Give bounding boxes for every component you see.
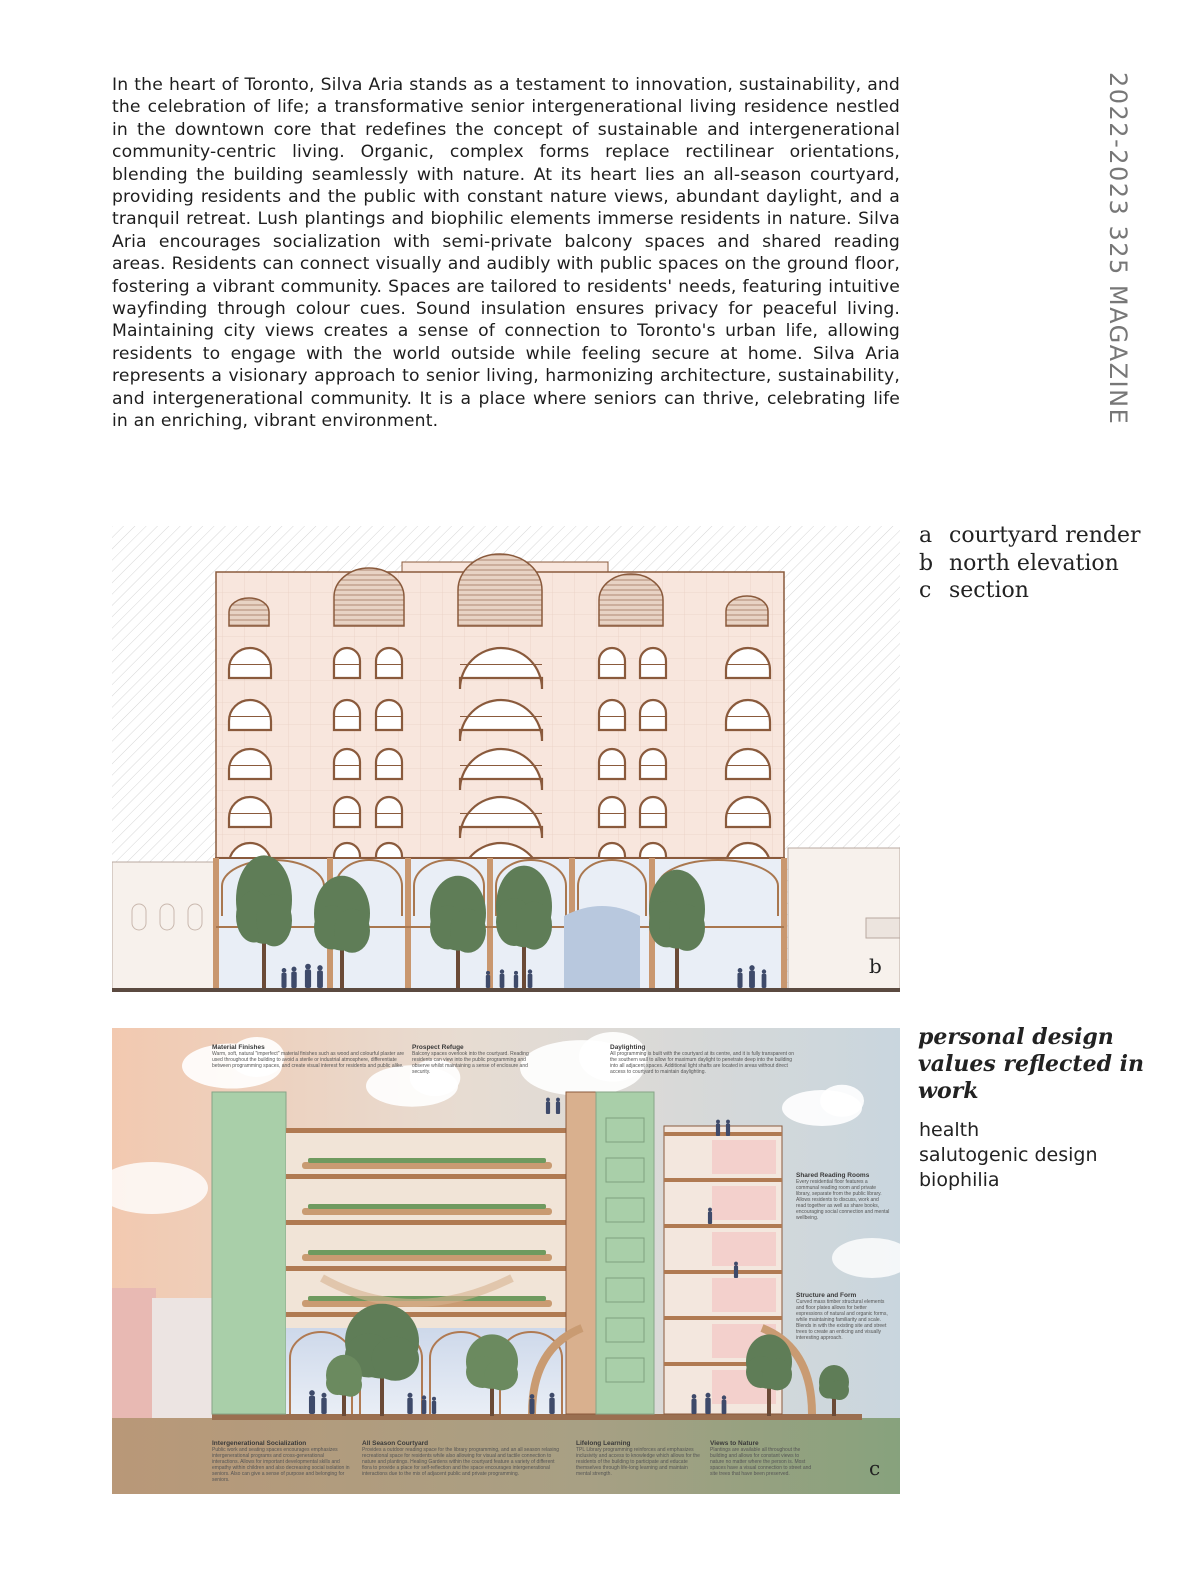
design-value-item: salutogenic design xyxy=(919,1144,1098,1166)
legend-key: a xyxy=(919,523,933,548)
person-figure xyxy=(321,1398,326,1414)
section-figure xyxy=(112,1028,900,1494)
floor-slab xyxy=(664,1270,782,1274)
person-figure xyxy=(407,1398,412,1414)
person-figure xyxy=(322,1393,327,1398)
annotation-text: Warm, soft, natural "imperfect" material finishes such as wood and colourful plaster are used throughout the building to avoid a sterile or industrial atmosphere, differentiate between programming spaces, and create visual interest for residents and public alike. xyxy=(212,1051,405,1069)
person-figure xyxy=(734,1262,738,1266)
legend-item-a xyxy=(919,522,1141,550)
louvered-arch xyxy=(599,574,663,626)
reading-room xyxy=(712,1232,776,1266)
planting-strip xyxy=(308,1158,546,1163)
arched-window xyxy=(640,648,666,678)
reading-room xyxy=(712,1186,776,1220)
person-figure xyxy=(722,1395,726,1399)
tree-canopy xyxy=(485,1358,518,1390)
person-figure xyxy=(500,974,505,988)
tree-canopy xyxy=(763,1358,792,1390)
person-figure xyxy=(708,1208,712,1212)
legend-label: section xyxy=(949,578,1029,603)
figure-label-c: c xyxy=(869,1456,881,1480)
cloud xyxy=(820,1085,864,1117)
figure-legend xyxy=(919,522,1141,605)
arched-window xyxy=(229,797,271,827)
person-figure xyxy=(317,965,322,970)
annotation-all-season-courtyard xyxy=(362,1440,560,1477)
central-wall xyxy=(566,1092,596,1414)
arched-window xyxy=(334,700,360,730)
person-figure xyxy=(556,1098,560,1102)
person-figure xyxy=(546,1098,550,1102)
annotation-title: Prospect Refuge xyxy=(412,1044,464,1051)
arched-window xyxy=(229,749,271,779)
arched-window xyxy=(640,749,666,779)
person-figure xyxy=(291,967,296,972)
arched-window xyxy=(599,700,625,730)
tree-canopy xyxy=(372,1337,419,1381)
podium-column xyxy=(487,858,493,990)
tree-canopy xyxy=(334,909,370,953)
person-figure xyxy=(514,975,518,988)
tree-canopy xyxy=(450,909,486,953)
reading-room xyxy=(712,1278,776,1312)
arched-window xyxy=(599,648,625,678)
person-figure xyxy=(291,972,296,988)
ground-line xyxy=(112,988,900,992)
neighbour-building-left xyxy=(152,1298,212,1418)
reading-room xyxy=(712,1140,776,1174)
planting-strip xyxy=(308,1204,546,1209)
person-figure xyxy=(317,971,323,988)
person-figure xyxy=(422,1400,427,1414)
person-figure xyxy=(486,971,490,975)
planting-strip xyxy=(308,1250,546,1255)
annotation-title: All Season Courtyard xyxy=(362,1440,429,1447)
arched-window xyxy=(376,648,402,678)
person-figure xyxy=(762,974,767,988)
floor-slab xyxy=(664,1316,782,1320)
person-figure xyxy=(734,1266,738,1278)
person-figure xyxy=(691,1399,696,1414)
person-figure xyxy=(549,1398,554,1414)
person-figure xyxy=(708,1212,712,1224)
arched-window xyxy=(599,797,625,827)
balcony-planter xyxy=(302,1162,552,1169)
arched-window xyxy=(334,797,360,827)
arched-window xyxy=(376,749,402,779)
light-shaft xyxy=(596,1092,654,1414)
annotation-title: Views to Nature xyxy=(710,1440,759,1447)
design-value-item: health xyxy=(919,1119,980,1141)
tree-canopy xyxy=(339,1373,362,1397)
magazine-spine-title: 2022-2023 325 MAGAZINE xyxy=(1104,72,1132,426)
person-figure xyxy=(692,1394,697,1399)
person-figure xyxy=(282,968,287,973)
person-figure xyxy=(432,1401,436,1414)
annotation-shared-reading-rooms xyxy=(796,1172,890,1221)
person-figure xyxy=(305,969,311,988)
person-figure xyxy=(706,1393,711,1398)
person-figure xyxy=(722,1400,727,1414)
person-figure xyxy=(550,1393,555,1398)
person-figure xyxy=(309,1396,315,1414)
annotation-text: TPL Library programming reinforces and emphasizes inclusivity and access to knowledge which allows for the residents of the building to participate and educate themselves through life-long learning and maintain mental strength. xyxy=(576,1447,700,1477)
person-figure xyxy=(309,1390,315,1396)
person-figure xyxy=(726,1124,730,1136)
annotation-prospect-refuge xyxy=(412,1044,532,1075)
tree-canopy xyxy=(516,902,552,950)
legend-item-c xyxy=(919,577,1141,605)
louvered-arch xyxy=(229,598,269,626)
north-elevation-figure xyxy=(112,526,900,992)
arched-window xyxy=(229,700,271,730)
green-stair-core xyxy=(212,1092,286,1414)
tree-canopy xyxy=(256,894,292,946)
person-figure xyxy=(528,969,532,973)
floor-slab xyxy=(286,1312,566,1317)
balcony-planter xyxy=(302,1208,552,1215)
person-figure xyxy=(546,1102,550,1114)
neighbour-canopy xyxy=(866,918,900,938)
annotation-title: Shared Reading Rooms xyxy=(796,1172,870,1179)
legend-item-b xyxy=(919,550,1141,578)
podium-column xyxy=(781,858,787,990)
section-drawing xyxy=(112,1028,900,1494)
podium-column xyxy=(405,858,411,990)
person-figure xyxy=(305,964,311,970)
annotation-title: Intergenerational Socialization xyxy=(212,1440,307,1447)
legend-key: b xyxy=(919,550,934,576)
annotation-text: All programming is built with the courtyard at its centre, and it is fully transparent on the southern wall to allow for maximum daylight to penetrate deep into the building into all adjacent spaces. Additional light shafts are located in areas without direct access to courtyard to maintain daylighting. xyxy=(610,1051,794,1075)
design-values-heading: personal design values reflected in work xyxy=(918,1024,1144,1104)
person-figure xyxy=(528,974,533,988)
person-figure xyxy=(500,969,504,973)
north-elevation-drawing xyxy=(112,526,900,992)
floor-slab xyxy=(286,1128,566,1133)
legend-key: c xyxy=(919,578,932,603)
legend-label: north elevation xyxy=(949,550,1119,576)
neighbour-building-left xyxy=(112,862,216,990)
floor-slab xyxy=(664,1224,782,1228)
louvered-arch xyxy=(334,568,404,626)
person-figure xyxy=(529,1399,534,1414)
annotation-structure-and-form xyxy=(796,1292,890,1341)
annotation-text: Every residential floor features a communal reading room and private library, separate from the public library. Allows residents to discuss, work and read together as well as share books, encouraging social connection and mental wellbeing. xyxy=(796,1179,890,1221)
person-figure xyxy=(408,1393,413,1398)
annotation-text: Curved mass timber structural elements and floor plates allows for better expressions of natural and organic forms, while maintaining familiarity and scale. Blends in with the existing site and street trees to create an enticing and visually interesting approach. xyxy=(796,1299,888,1341)
podium-column xyxy=(213,858,219,990)
arched-window xyxy=(599,749,625,779)
person-figure xyxy=(738,968,743,973)
floor-slab xyxy=(664,1132,782,1136)
arched-window xyxy=(334,648,360,678)
annotation-intergenerational-socialization xyxy=(212,1440,350,1483)
floor-slab xyxy=(286,1266,566,1271)
person-figure xyxy=(486,975,490,988)
annotation-lifelong-learning xyxy=(576,1440,700,1477)
louvered-arch xyxy=(458,554,542,626)
balcony-planter xyxy=(302,1254,552,1261)
person-figure xyxy=(726,1120,730,1124)
person-figure xyxy=(530,1394,535,1399)
floor-slab xyxy=(286,1174,566,1179)
tree-canopy xyxy=(669,904,705,950)
entrance-passage xyxy=(564,906,640,990)
person-figure xyxy=(749,971,755,988)
annotation-text: Balcony spaces overlook into the courtyard. Reading residents can view into the public programming and observe whilst maintaining a sense of enclosure and security. xyxy=(412,1051,529,1075)
arched-window xyxy=(229,648,271,678)
annotation-material-finishes xyxy=(212,1044,412,1069)
person-figure xyxy=(281,973,286,988)
person-figure xyxy=(749,965,754,970)
person-figure xyxy=(737,973,742,988)
annotation-title: Material Finishes xyxy=(212,1044,265,1051)
arched-window xyxy=(376,700,402,730)
design-value-item: biophilia xyxy=(919,1169,1000,1191)
tree-canopy xyxy=(830,1380,849,1400)
person-figure xyxy=(705,1398,710,1414)
annotation-text: Provides a outdoor reading space for the library programming, and an all season relaxing recreational space for residents while also allowing for visual and tactile connection to nature and plantings. Healing Gardens within the courtyard feature a variety of different flora to provide a place for self-reflection and the space encourages intergenerational interactions due to the mix of adjacent public and private programming. xyxy=(362,1447,560,1477)
person-figure xyxy=(422,1395,426,1399)
person-figure xyxy=(716,1124,720,1136)
legend-label: courtyard render xyxy=(949,523,1141,548)
arched-window xyxy=(376,797,402,827)
annotation-text: Public work and seating spaces encourages emphasizes intergenerational programs and cross-generational interactions. Allows for important developmental skills and empathy within children and also decreasing social isolation in seniors. Also can give a sense of purpose and belonging for seniors. xyxy=(212,1447,350,1483)
floor-slab xyxy=(286,1220,566,1225)
annotation-title: Structure and Form xyxy=(796,1292,857,1299)
ground-slab xyxy=(212,1414,862,1420)
person-figure xyxy=(556,1102,560,1114)
annotation-title: Lifelong Learning xyxy=(576,1440,631,1447)
person-figure xyxy=(514,971,518,975)
floor-slab xyxy=(664,1178,782,1182)
arched-window xyxy=(640,797,666,827)
person-figure xyxy=(716,1120,720,1124)
annotation-views-to-nature xyxy=(710,1440,814,1477)
annotation-text: Plantings are available all throughout the building and allows for constant views to nature no matter where the person is. Most spaces have a visual connection to street and site trees that have been preserved. xyxy=(710,1447,812,1477)
annotation-title: Daylighting xyxy=(610,1044,646,1051)
louvered-arch xyxy=(726,596,768,626)
design-values-list xyxy=(919,1118,1098,1193)
intro-paragraph: In the heart of Toronto, Silva Aria stands as a testament to innovation, sustainability, and the celebration of life; a transformative senior intergenerational living residence nestled in the downtown core that redefines the concept of sustainable and intergenerational community-centric living. Organic, complex forms replace rectilinear orientations, blending the building seamlessly with nature. At its heart lies an all-season courtyard, providing residents and the public with constant nature views, abundant daylight, and a tranquil retreat. Lush plantings and biophilic elements immerse residents in nature. Silva Aria encourages socialization with semi-private balcony spaces and shared reading areas. Residents can connect visually and audibly with public spaces on the ground floor, fostering a vibrant community. Spaces are tailored to residents' needs, featuring intuitive wayfinding through colour cues. Sound insulation ensures privacy for peaceful living. Maintaining city views creates a sense of connection to Toronto's urban life, allowing residents to engage with the world outside while feeling secure at home. Silva Aria represents a visionary approach to senior living, harmonizing architecture, sustainability, and intergenerational community. It is a place where seniors can thrive, celebrating life in an enriching, vibrant environment. xyxy=(112,75,900,432)
person-figure xyxy=(432,1397,436,1401)
person-figure xyxy=(762,969,766,973)
arched-window xyxy=(334,749,360,779)
arched-window xyxy=(640,700,666,730)
figure-label-b: b xyxy=(869,954,882,978)
neighbour-building-left xyxy=(112,1288,156,1418)
annotation-daylighting xyxy=(610,1044,800,1075)
